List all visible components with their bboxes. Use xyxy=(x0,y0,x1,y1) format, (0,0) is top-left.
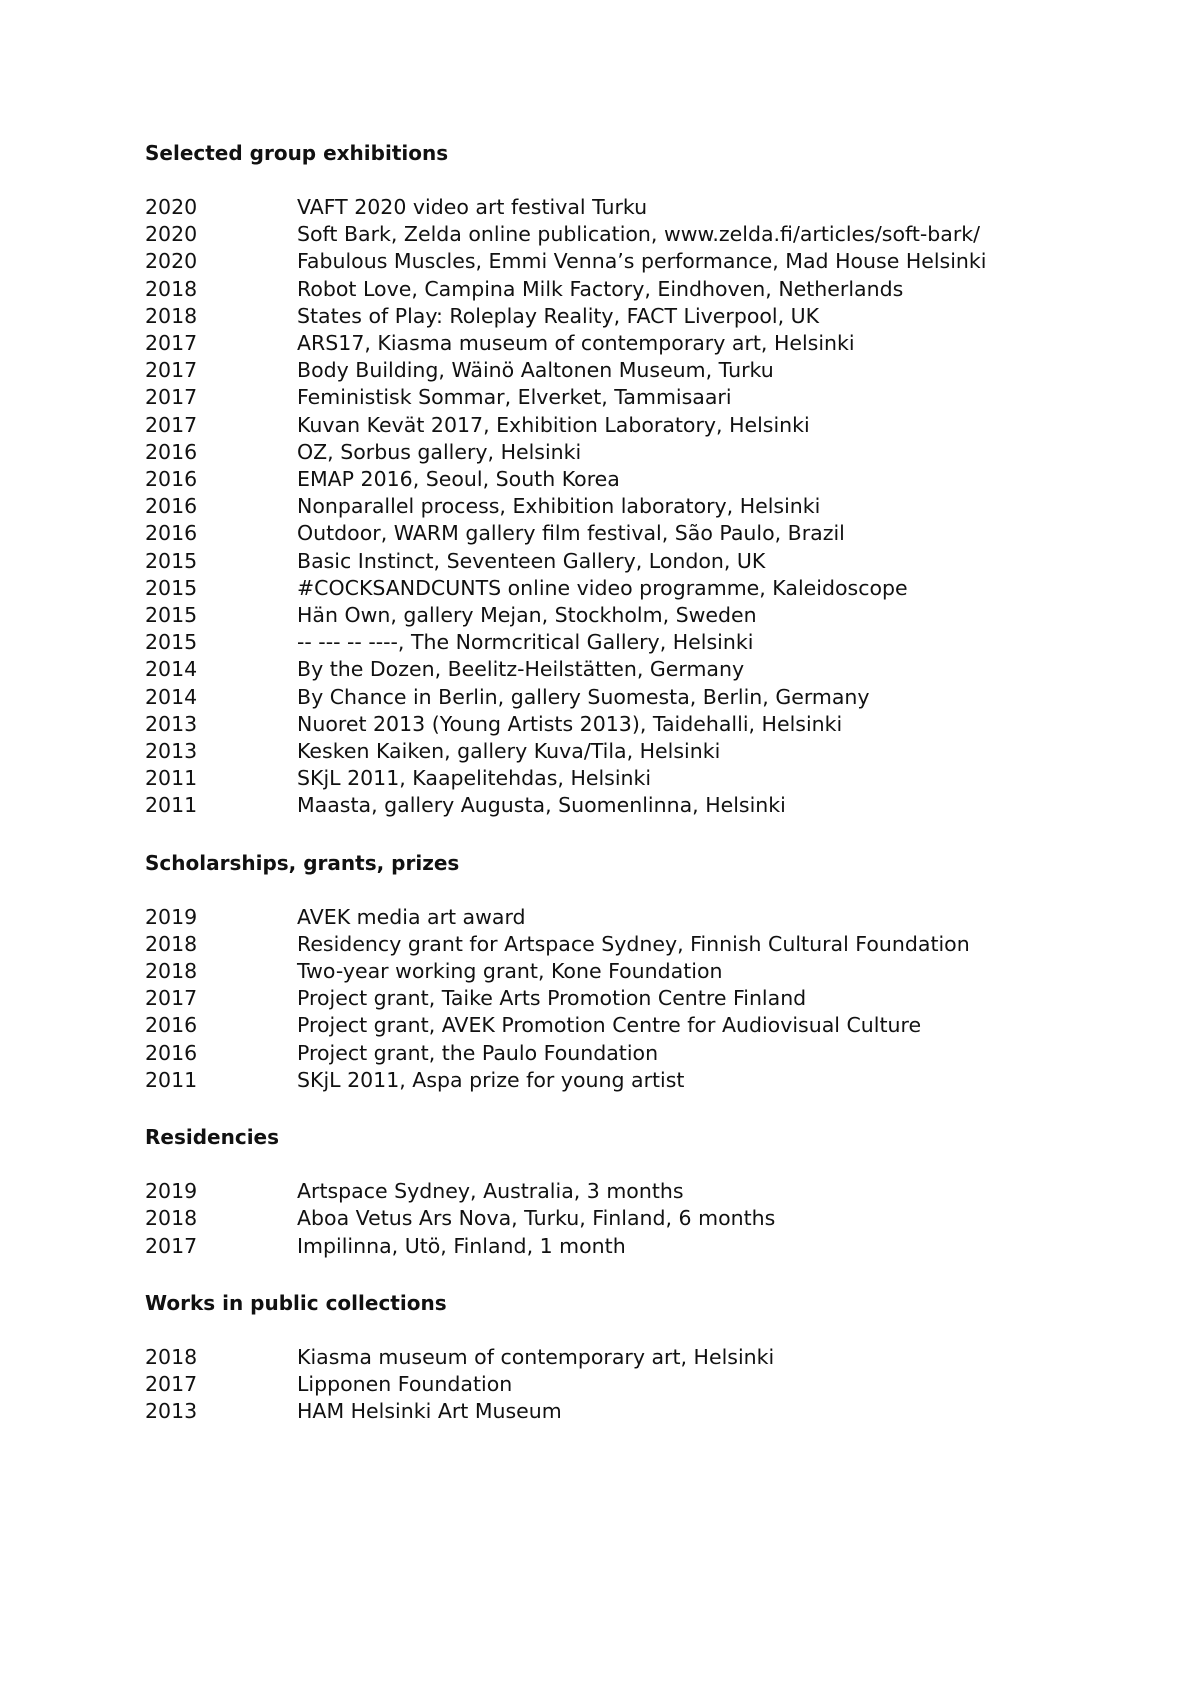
entry-year: 2018 xyxy=(145,959,198,984)
entry-text: Fabulous Muscles, Emmi Venna’s performance, Mad House Helsinki xyxy=(297,249,987,274)
entry-year: 2018 xyxy=(145,276,198,301)
entry-year: 2014 xyxy=(145,684,198,709)
entry-year: 2017 xyxy=(145,412,198,437)
entry-year: 2018 xyxy=(145,303,198,328)
list-item xyxy=(145,1233,1105,1260)
list-item xyxy=(145,575,1105,602)
section-heading: Selected group exhibitions xyxy=(145,141,449,165)
entry-year: 2018 xyxy=(145,1344,198,1369)
entry-year: 2016 xyxy=(145,439,198,464)
list-item xyxy=(145,985,1105,1012)
list-item xyxy=(145,792,1105,819)
entry-year: 2017 xyxy=(145,986,198,1011)
entry-text: SKjL 2011, Aspa prize for young artist xyxy=(297,1067,685,1092)
entry-text: Residency grant for Artspace Sydney, Finnish Cultural Foundation xyxy=(297,931,970,956)
entry-text: Soft Bark, Zelda online publication, www.zelda.fi/articles/soft-bark/ xyxy=(297,222,981,247)
list-item xyxy=(145,629,1105,656)
entry-text: Body Building, Wäinö Aaltonen Museum, Turku xyxy=(297,358,774,383)
entry-year: 2020 xyxy=(145,195,198,219)
entry-list xyxy=(145,1344,1105,1426)
list-item xyxy=(145,1178,1105,1205)
list-item xyxy=(145,330,1105,357)
entry-text: Project grant, AVEK Promotion Centre for Audiovisual Culture xyxy=(297,1013,922,1038)
entry-text: Project grant, the Paulo Foundation xyxy=(297,1040,659,1065)
entry-text: AVEK media art award xyxy=(297,904,526,929)
entry-year: 2015 xyxy=(145,548,198,573)
entry-text: OZ, Sorbus gallery, Helsinki xyxy=(297,439,582,464)
section-heading: Scholarships, grants, prizes xyxy=(145,850,460,875)
entry-year: 2020 xyxy=(145,222,198,247)
list-item xyxy=(145,1012,1105,1039)
entry-text: Kuvan Kevät 2017, Exhibition Laboratory, Helsinki xyxy=(297,412,810,437)
entry-year: 2019 xyxy=(145,1179,198,1204)
entry-text: Two-year working grant, Kone Foundation xyxy=(297,959,723,984)
entry-year: 2014 xyxy=(145,657,198,682)
entry-text: Basic Instinct, Seventeen Gallery, London, UK xyxy=(297,548,766,573)
list-item xyxy=(145,904,1105,931)
section-group-exhibitions xyxy=(145,140,1105,820)
entry-year: 2019 xyxy=(145,904,198,929)
entry-text: By Chance in Berlin, gallery Suomesta, Berlin, Germany xyxy=(297,684,870,709)
entry-list xyxy=(145,904,1105,1094)
list-item xyxy=(145,1371,1105,1398)
list-item xyxy=(145,357,1105,384)
entry-text: States of Play: Roleplay Reality, FACT Liverpool, UK xyxy=(297,303,820,328)
list-item xyxy=(145,711,1105,738)
cv-page xyxy=(145,140,1105,1425)
entry-year: 2016 xyxy=(145,521,198,546)
entry-year: 2018 xyxy=(145,1206,198,1231)
section-public-collections xyxy=(145,1290,1105,1426)
entry-text: SKjL 2011, Kaapelitehdas, Helsinki xyxy=(297,766,652,791)
list-item xyxy=(145,412,1105,439)
list-item xyxy=(145,384,1105,411)
list-item xyxy=(145,493,1105,520)
entry-text: Nuoret 2013 (Young Artists 2013), Taidehalli, Helsinki xyxy=(297,711,843,736)
list-item xyxy=(145,602,1105,629)
list-item xyxy=(145,1344,1105,1371)
entry-year: 2017 xyxy=(145,331,198,356)
entry-year: 2011 xyxy=(145,793,198,818)
list-item xyxy=(145,1067,1105,1094)
section-heading: Residencies xyxy=(145,1125,280,1150)
entry-year: 2015 xyxy=(145,603,198,628)
list-item xyxy=(145,248,1105,275)
entry-year: 2020 xyxy=(145,249,198,274)
list-item xyxy=(145,194,1105,221)
entry-text: Lipponen Foundation xyxy=(297,1371,513,1396)
entry-text: -- --- -- ----, The Normcritical Gallery, Helsinki xyxy=(297,630,754,655)
list-item xyxy=(145,520,1105,547)
entry-year: 2013 xyxy=(145,711,198,736)
list-item xyxy=(145,276,1105,303)
list-item xyxy=(145,1205,1105,1232)
list-item xyxy=(145,548,1105,575)
entry-list xyxy=(145,1178,1105,1260)
entry-year: 2011 xyxy=(145,1067,198,1092)
entry-text: VAFT 2020 video art festival Turku xyxy=(297,195,648,219)
entry-text: Feministisk Sommar, Elverket, Tammisaari xyxy=(297,385,732,410)
entry-year: 2011 xyxy=(145,766,198,791)
entry-text: Robot Love, Campina Milk Factory, Eindhoven, Netherlands xyxy=(297,276,904,301)
entry-year: 2017 xyxy=(145,1233,198,1258)
entry-text: Kesken Kaiken, gallery Kuva/Tila, Helsinki xyxy=(297,739,721,764)
list-item xyxy=(145,439,1105,466)
entry-text: Project grant, Taike Arts Promotion Centre Finland xyxy=(297,986,807,1011)
entry-year: 2017 xyxy=(145,385,198,410)
section-residencies xyxy=(145,1124,1105,1260)
list-item xyxy=(145,684,1105,711)
entry-text: EMAP 2016, Seoul, South Korea xyxy=(297,467,620,492)
list-item xyxy=(145,765,1105,792)
entry-year: 2016 xyxy=(145,1040,198,1065)
entry-text: ARS17, Kiasma museum of contemporary art, Helsinki xyxy=(297,331,855,356)
entry-text: Impilinna, Utö, Finland, 1 month xyxy=(297,1233,626,1258)
section-grants-prizes xyxy=(145,850,1105,1094)
list-item xyxy=(145,466,1105,493)
entry-year: 2016 xyxy=(145,467,198,492)
entry-text: Maasta, gallery Augusta, Suomenlinna, Helsinki xyxy=(297,793,786,818)
entry-text: By the Dozen, Beelitz-Heilstätten, Germany xyxy=(297,657,745,682)
entry-text: Nonparallel process, Exhibition laboratory, Helsinki xyxy=(297,494,821,519)
entry-text: #COCKSANDCUNTS online video programme, Kaleidoscope xyxy=(297,575,908,600)
list-item xyxy=(145,1398,1105,1425)
entry-list xyxy=(145,194,1105,820)
list-item xyxy=(145,738,1105,765)
entry-text: Artspace Sydney, Australia, 3 months xyxy=(297,1179,684,1204)
entry-year: 2013 xyxy=(145,739,198,764)
entry-year: 2016 xyxy=(145,1013,198,1038)
entry-year: 2017 xyxy=(145,1371,198,1396)
entry-text: Kiasma museum of contemporary art, Helsinki xyxy=(297,1344,775,1369)
entry-text: Outdoor, WARM gallery film festival, São Paulo, Brazil xyxy=(297,521,845,546)
entry-year: 2016 xyxy=(145,494,198,519)
entry-year: 2015 xyxy=(145,575,198,600)
entry-text: HAM Helsinki Art Museum xyxy=(297,1399,562,1424)
list-item xyxy=(145,931,1105,958)
list-item xyxy=(145,303,1105,330)
entry-text: Hän Own, gallery Mejan, Stockholm, Sweden xyxy=(297,603,757,628)
section-heading: Works in public collections xyxy=(145,1290,447,1315)
list-item xyxy=(145,958,1105,985)
entry-text: Aboa Vetus Ars Nova, Turku, Finland, 6 months xyxy=(297,1206,776,1231)
entry-year: 2017 xyxy=(145,358,198,383)
list-item xyxy=(145,656,1105,683)
entry-year: 2013 xyxy=(145,1399,198,1424)
entry-year: 2018 xyxy=(145,931,198,956)
list-item xyxy=(145,221,1105,248)
entry-year: 2015 xyxy=(145,630,198,655)
list-item xyxy=(145,1040,1105,1067)
